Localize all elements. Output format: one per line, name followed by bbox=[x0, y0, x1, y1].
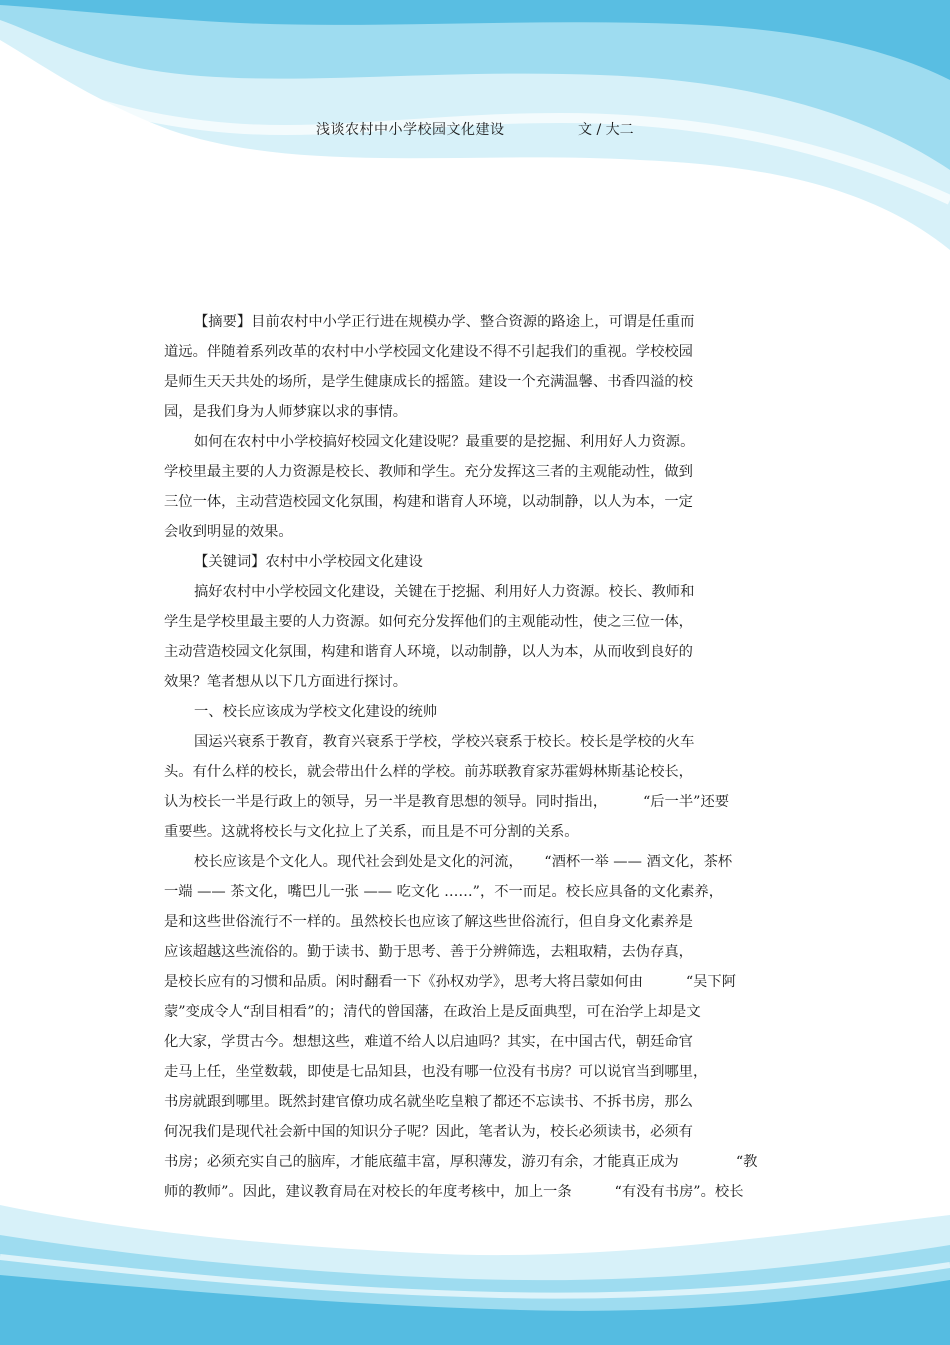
body-line: 化大家，学贯古今。想想这些，难道不给人以启迪吗？其实，在中国古代，朝廷命官 bbox=[164, 1034, 693, 1050]
article-header bbox=[0, 118, 950, 142]
body-line: 重要些。这就将校长与文化拉上了关系，而且是不可分割的关系。 bbox=[164, 824, 579, 840]
body-line: 是师生天天共处的场所，是学生健康成长的摇篮。建设一个充满温馨、书香四溢的校 bbox=[164, 374, 693, 390]
article-body bbox=[164, 307, 786, 1207]
body-line: 应该超越这些流俗的。勤于读书、勤于思考、善于分辨筛选，去粗取精，去伪存真， bbox=[164, 944, 693, 960]
section-heading: 一、校长应该成为学校文化建设的统帅 bbox=[194, 704, 438, 720]
article-author: 文 / 大二 bbox=[578, 122, 634, 138]
body-line: 国运兴衰系于教育，教育兴衰系于学校，学校兴衰系于校长。校长是学校的火车 bbox=[194, 734, 695, 750]
body-line: 是和这些世俗流行不一样的。虽然校长也应该了解这些世俗流行，但自身文化素养是 bbox=[164, 914, 693, 930]
body-line: 学生是学校里最主要的人力资源。如何充分发挥他们的主观能动性，使之三位一体， bbox=[164, 614, 693, 630]
article-title: 浅谈农村中小学校园文化建设 bbox=[316, 122, 505, 138]
body-line: 主动营造校园文化氛围，构建和谐育人环境，以动制静，以人为本，从而收到良好的 bbox=[164, 644, 693, 660]
body-line: 认为校长一半是行政上的领导，另一半是教育思想的领导。同时指出， “后一半”还要 bbox=[164, 794, 730, 810]
body-line: 园，是我们身为人师梦寐以求的事情。 bbox=[164, 404, 408, 420]
body-line: 书房；必须充实自己的脑库，才能底蕴丰富，厚积薄发，游刃有余，才能真正成为 “教 bbox=[164, 1154, 758, 1170]
body-line: 搞好农村中小学校园文化建设，关键在于挖掘、利用好人力资源。校长、教师和 bbox=[194, 584, 695, 600]
body-line: 何况我们是现代社会新中国的知识分子呢？因此，笔者认为，校长必须读书，必须有 bbox=[164, 1124, 693, 1140]
body-line: 师的教师”。因此，建议教育局在对校长的年度考核中，加上一条 “有没有书房”。校长 bbox=[164, 1184, 744, 1200]
body-line: 校长应该是个文化人。现代社会到处是文化的河流， “酒杯一举 —— 酒文化，茶杯 bbox=[194, 854, 733, 870]
body-line: 头。有什么样的校长，就会带出什么样的学校。前苏联教育家苏霍姆林斯基论校长， bbox=[164, 764, 693, 780]
body-line: 道远。伴随着系列改革的农村中小学校园文化建设不得不引起我们的重视。学校校园 bbox=[164, 344, 693, 360]
body-line: 是校长应有的习惯和品质。闲时翻看一下《孙权劝学》，思考大将吕蒙如何由 “吴下阿 bbox=[164, 974, 737, 990]
body-line: 如何在农村中小学校搞好校园文化建设呢？最重要的是挖掘、利用好人力资源。 bbox=[194, 434, 695, 450]
body-line: 书房就跟到哪里。既然封建官僚功成名就坐吃皇粮了都还不忘读书、不拆书房，那么 bbox=[164, 1094, 693, 1110]
body-line: 蒙”变成令人“刮目相看”的；清代的曾国藩，在政治上是反面典型，可在治学上却是文 bbox=[164, 1004, 701, 1020]
body-line: 【摘要】目前农村中小学正行进在规模办学、整合资源的路途上，可谓是任重而 bbox=[194, 314, 695, 330]
body-line: 会收到明显的效果。 bbox=[164, 524, 293, 540]
body-line: 三位一体，主动营造校园文化氛围，构建和谐育人环境，以动制静，以人为本，一定 bbox=[164, 494, 693, 510]
keywords-line: 【关键词】农村中小学校园文化建设 bbox=[194, 554, 423, 570]
body-line: 学校里最主要的人力资源是校长、教师和学生。充分发挥这三者的主观能动性，做到 bbox=[164, 464, 693, 480]
body-line: 效果？笔者想从以下几方面进行探讨。 bbox=[164, 674, 408, 690]
body-line: 走马上任，坐堂数载，即使是七品知县，也没有哪一位没有书房？可以说官当到哪里， bbox=[164, 1064, 708, 1080]
body-line: 一端 —— 茶文化，嘴巴儿一张 —— 吃文化 ……”，不一而足。校长应具备的文化素养， bbox=[164, 884, 724, 900]
